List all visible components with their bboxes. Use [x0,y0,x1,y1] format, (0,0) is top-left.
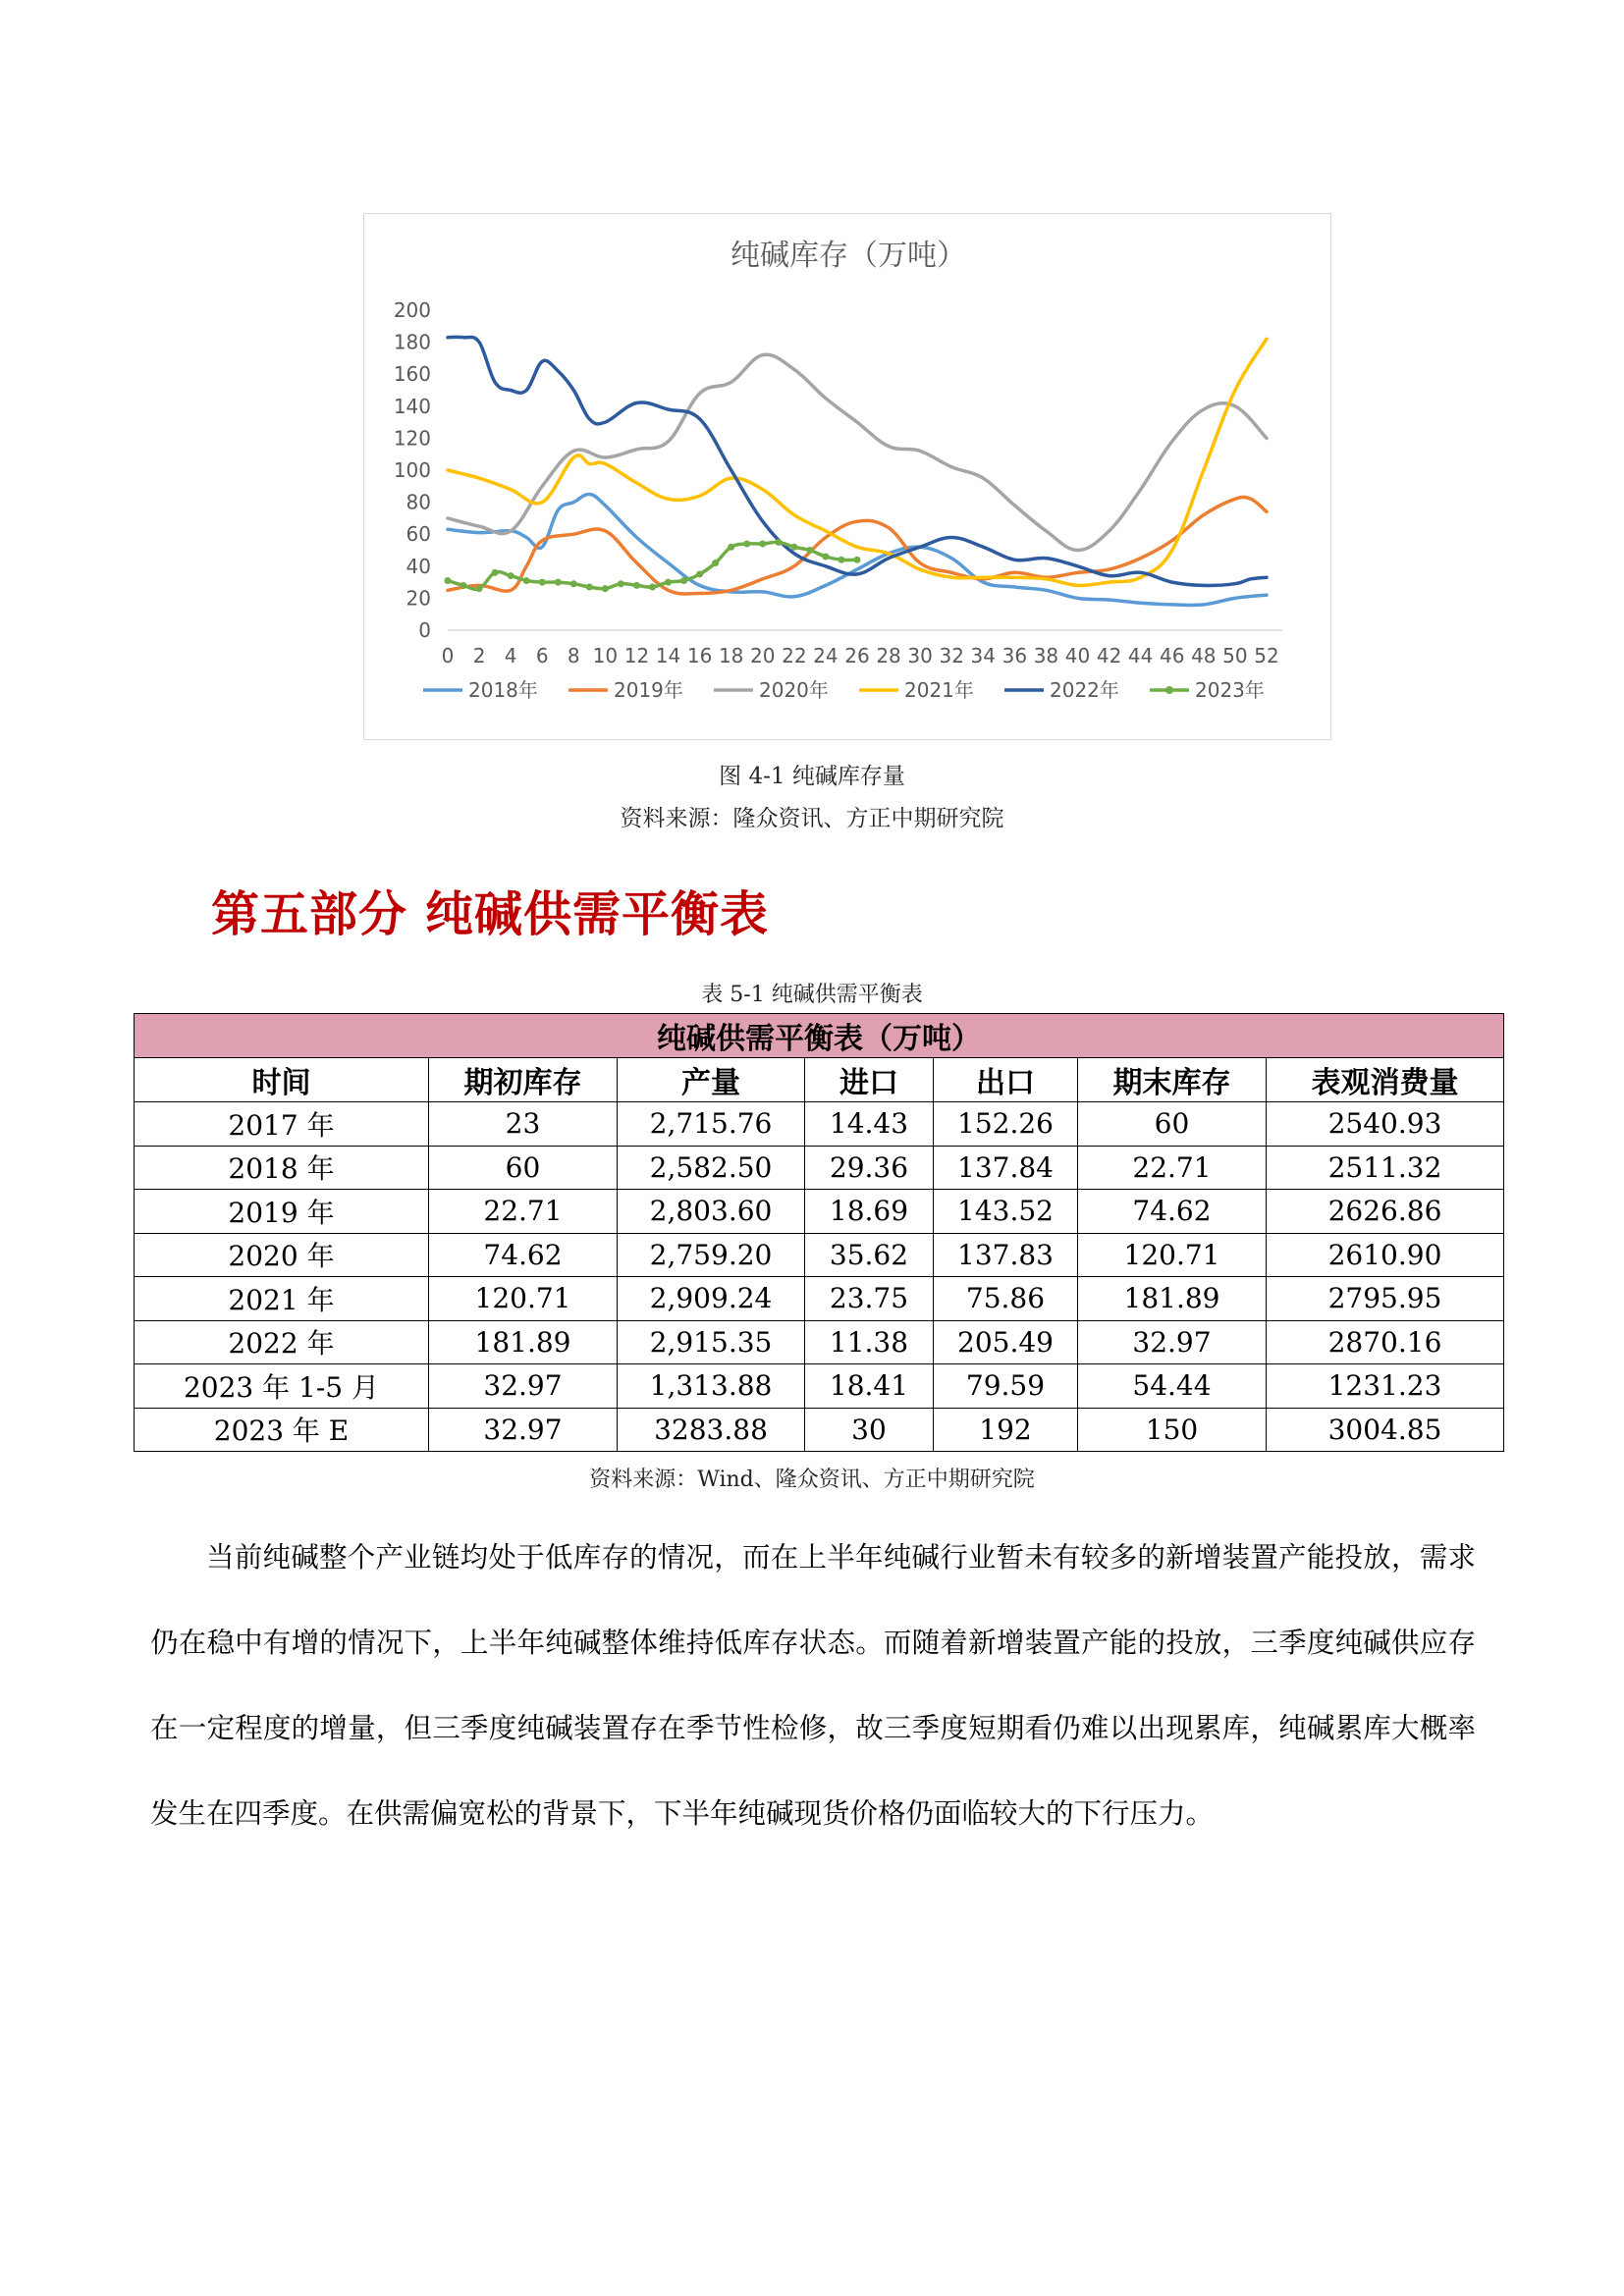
table-cell: 2626.86 [1267,1190,1504,1234]
legend-item [714,678,829,702]
table-cell: 60 [429,1146,618,1190]
table-row [135,1364,1504,1409]
y-tick-label: 120 [393,426,431,451]
table-cell: 3004.85 [1267,1408,1504,1452]
table-cell: 54.44 [1078,1364,1267,1409]
series-point [822,554,829,561]
x-tick-label: 6 [535,644,549,667]
series-point [523,577,530,584]
table-cell: 205.49 [934,1320,1078,1364]
series-point [806,547,813,554]
y-tick-label: 40 [406,554,431,578]
table-header-row [135,1058,1504,1102]
table-cell: 2870.16 [1267,1320,1504,1364]
y-tick-label: 160 [393,362,431,387]
column-header: 产量 [618,1058,805,1102]
series-point [775,539,782,546]
inventory-chart-svg [364,214,1332,741]
table-cell: 79.59 [934,1364,1078,1409]
x-tick-label: 20 [750,644,776,667]
y-tick-label: 100 [393,458,431,482]
series-point [555,579,562,586]
x-tick-label: 0 [441,644,455,667]
column-header: 期初库存 [429,1058,618,1102]
x-tick-label: 30 [907,644,933,667]
table-cell: 74.62 [429,1233,618,1277]
column-header: 期末库存 [1078,1058,1267,1102]
table-cell: 2,715.76 [618,1102,805,1147]
table-row [135,1408,1504,1452]
legend-label: 2019年 [614,678,683,702]
table-cell: 181.89 [1078,1277,1267,1321]
table-row [135,1233,1504,1277]
y-tick-label: 60 [406,522,431,547]
table-cell: 32.97 [429,1364,618,1409]
series-point [680,577,687,584]
series-point [649,583,656,590]
legend-item [1004,678,1119,702]
series-point [570,580,577,587]
legend-item [568,678,683,702]
table-cell: 30 [805,1408,934,1452]
x-tick-label: 26 [844,644,870,667]
table-cell: 2511.32 [1267,1146,1504,1190]
legend-marker [1165,686,1173,694]
table-title: 纯碱供需平衡表（万吨） [135,1014,1504,1058]
series-line [448,494,1267,605]
y-tick-label: 180 [393,330,431,354]
table-cell: 22.71 [429,1190,618,1234]
legend-label: 2020年 [759,678,829,702]
table-source: 资料来源：Wind、隆众资讯、方正中期研究院 [589,1468,1035,1492]
column-header: 时间 [135,1058,429,1102]
body-text [150,1515,1476,1856]
table-cell: 11.38 [805,1320,934,1364]
legend-label: 2022年 [1050,678,1119,702]
x-tick-label: 34 [970,644,997,667]
column-header: 出口 [934,1058,1078,1102]
x-tick-label: 22 [782,644,807,667]
row-label-cell: 2021 年 [135,1277,429,1321]
x-tick-label: 28 [876,644,901,667]
x-tick-label: 14 [655,644,681,667]
x-tick-label: 44 [1127,644,1154,667]
section-heading: 第五部分 纯碱供需平衡表 [211,886,770,942]
row-label-cell: 2019 年 [135,1190,429,1234]
table-cell: 2,759.20 [618,1233,805,1277]
legend-item [423,678,538,702]
x-tick-label: 16 [686,644,713,667]
x-tick-label: 12 [623,644,650,667]
row-label-cell: 2018 年 [135,1146,429,1190]
table-row [135,1277,1504,1321]
table-cell: 32.97 [429,1408,618,1452]
series-point [696,570,703,577]
table-cell: 2,915.35 [618,1320,805,1364]
column-header: 表观消费量 [1267,1058,1504,1102]
x-tick-label: 18 [718,644,744,667]
legend-label: 2023年 [1195,678,1265,702]
table-row [135,1190,1504,1234]
series-point [476,585,483,592]
table-cell: 35.62 [805,1233,934,1277]
series-line [448,339,1267,585]
table-cell: 2795.95 [1267,1277,1504,1321]
x-tick-label: 24 [813,644,839,667]
table-cell: 2540.93 [1267,1102,1504,1147]
series-point [539,579,546,586]
legend-item [859,678,974,702]
table-cell: 120.71 [429,1277,618,1321]
table-cell: 32.97 [1078,1320,1267,1364]
series-point [633,582,640,589]
series-point [508,572,514,579]
figure-source: 资料来源：隆众资讯、方正中期研究院 [620,806,1004,831]
row-label-cell: 2022 年 [135,1320,429,1364]
table-cell: 3283.88 [618,1408,805,1452]
table-cell: 75.86 [934,1277,1078,1321]
table-cell: 137.84 [934,1146,1078,1190]
table-cell: 2610.90 [1267,1233,1504,1277]
table-caption: 表 5-1 纯碱供需平衡表 [701,983,923,1007]
x-tick-label: 52 [1254,644,1279,667]
table-cell: 14.43 [805,1102,934,1147]
y-tick-label: 140 [393,394,431,418]
x-tick-label: 40 [1064,644,1091,667]
table-cell: 74.62 [1078,1190,1267,1234]
table-cell: 137.83 [934,1233,1078,1277]
figure-caption: 图 4-1 纯碱库存量 [719,764,905,789]
table-cell: 152.26 [934,1102,1078,1147]
x-tick-label: 32 [939,644,964,667]
row-label-cell: 2023 年 1-5 月 [135,1364,429,1409]
table-cell: 143.52 [934,1190,1078,1234]
table-cell: 2,803.60 [618,1190,805,1234]
series-point [492,569,499,576]
table-title-row [135,1014,1504,1058]
table-cell: 2,909.24 [618,1277,805,1321]
legend-label: 2021年 [904,678,974,702]
x-tick-label: 10 [592,644,619,667]
column-header: 进口 [805,1058,934,1102]
x-tick-label: 42 [1096,644,1122,667]
table-row [135,1102,1504,1147]
table-cell: 2,582.50 [618,1146,805,1190]
series-2021年 [448,339,1267,585]
legend-label: 2018年 [468,678,538,702]
table-row [135,1320,1504,1364]
series-point [743,540,750,547]
series-point [790,544,797,551]
table-cell: 150 [1078,1408,1267,1452]
table-cell: 23 [429,1102,618,1147]
table-cell: 23.75 [805,1277,934,1321]
body-paragraph: 当前纯碱整个产业链均处于低库存的情况，而在上半年纯碱行业暂未有较多的新增装置产能投放，需求仍在稳中有增的情况下，上半年纯碱整体维持低库存状态。而随着新增装置产能的投放，三季度纯碱供应存在一定程度的增量，但三季度纯碱装置存在季节性检修，故三季度短期看仍难以出现累库，纯碱累库大概率发生在四季度。在供需偏宽松的背景下，下半年纯碱现货价格仍面临较大的下行压力。 [150,1541,1476,1830]
series-point [853,557,860,563]
x-tick-label: 46 [1160,644,1185,667]
table-cell: 29.36 [805,1146,934,1190]
x-tick-label: 50 [1222,644,1248,667]
series-point [460,582,467,589]
table-cell: 18.41 [805,1364,934,1409]
y-tick-label: 80 [406,490,431,514]
x-tick-label: 8 [567,644,580,667]
x-tick-label: 36 [1001,644,1028,667]
x-tick-label: 38 [1033,644,1059,667]
y-tick-label: 0 [418,618,431,642]
series-point [665,579,672,586]
table-cell: 18.69 [805,1190,934,1234]
series-point [712,560,719,566]
series-point [602,585,609,592]
table-cell: 120.71 [1078,1233,1267,1277]
legend-item [1150,678,1265,702]
series-point [759,540,766,547]
series-point [728,544,734,551]
table-cell: 1,313.88 [618,1364,805,1409]
table-cell: 60 [1078,1102,1267,1147]
x-tick-label: 48 [1191,644,1217,667]
series-point [586,583,593,590]
supply-demand-table [134,1013,1504,1452]
x-tick-label: 2 [472,644,486,667]
table-cell: 181.89 [429,1320,618,1364]
table-cell: 1231.23 [1267,1364,1504,1409]
row-label-cell: 2023 年 E [135,1408,429,1452]
table-cell: 22.71 [1078,1146,1267,1190]
x-tick-label: 4 [504,644,517,667]
series-2018年 [448,494,1267,605]
table-row [135,1146,1504,1190]
y-tick-label: 200 [393,298,431,322]
inventory-chart [363,213,1331,740]
chart-title: 纯碱库存（万吨） [731,239,966,273]
table-body [135,1102,1504,1452]
series-point [618,580,624,587]
row-label-cell: 2020 年 [135,1233,429,1277]
table-cell: 192 [934,1408,1078,1452]
row-label-cell: 2017 年 [135,1102,429,1147]
series-point [838,557,844,563]
series-point [445,577,452,584]
y-tick-label: 20 [406,586,431,611]
